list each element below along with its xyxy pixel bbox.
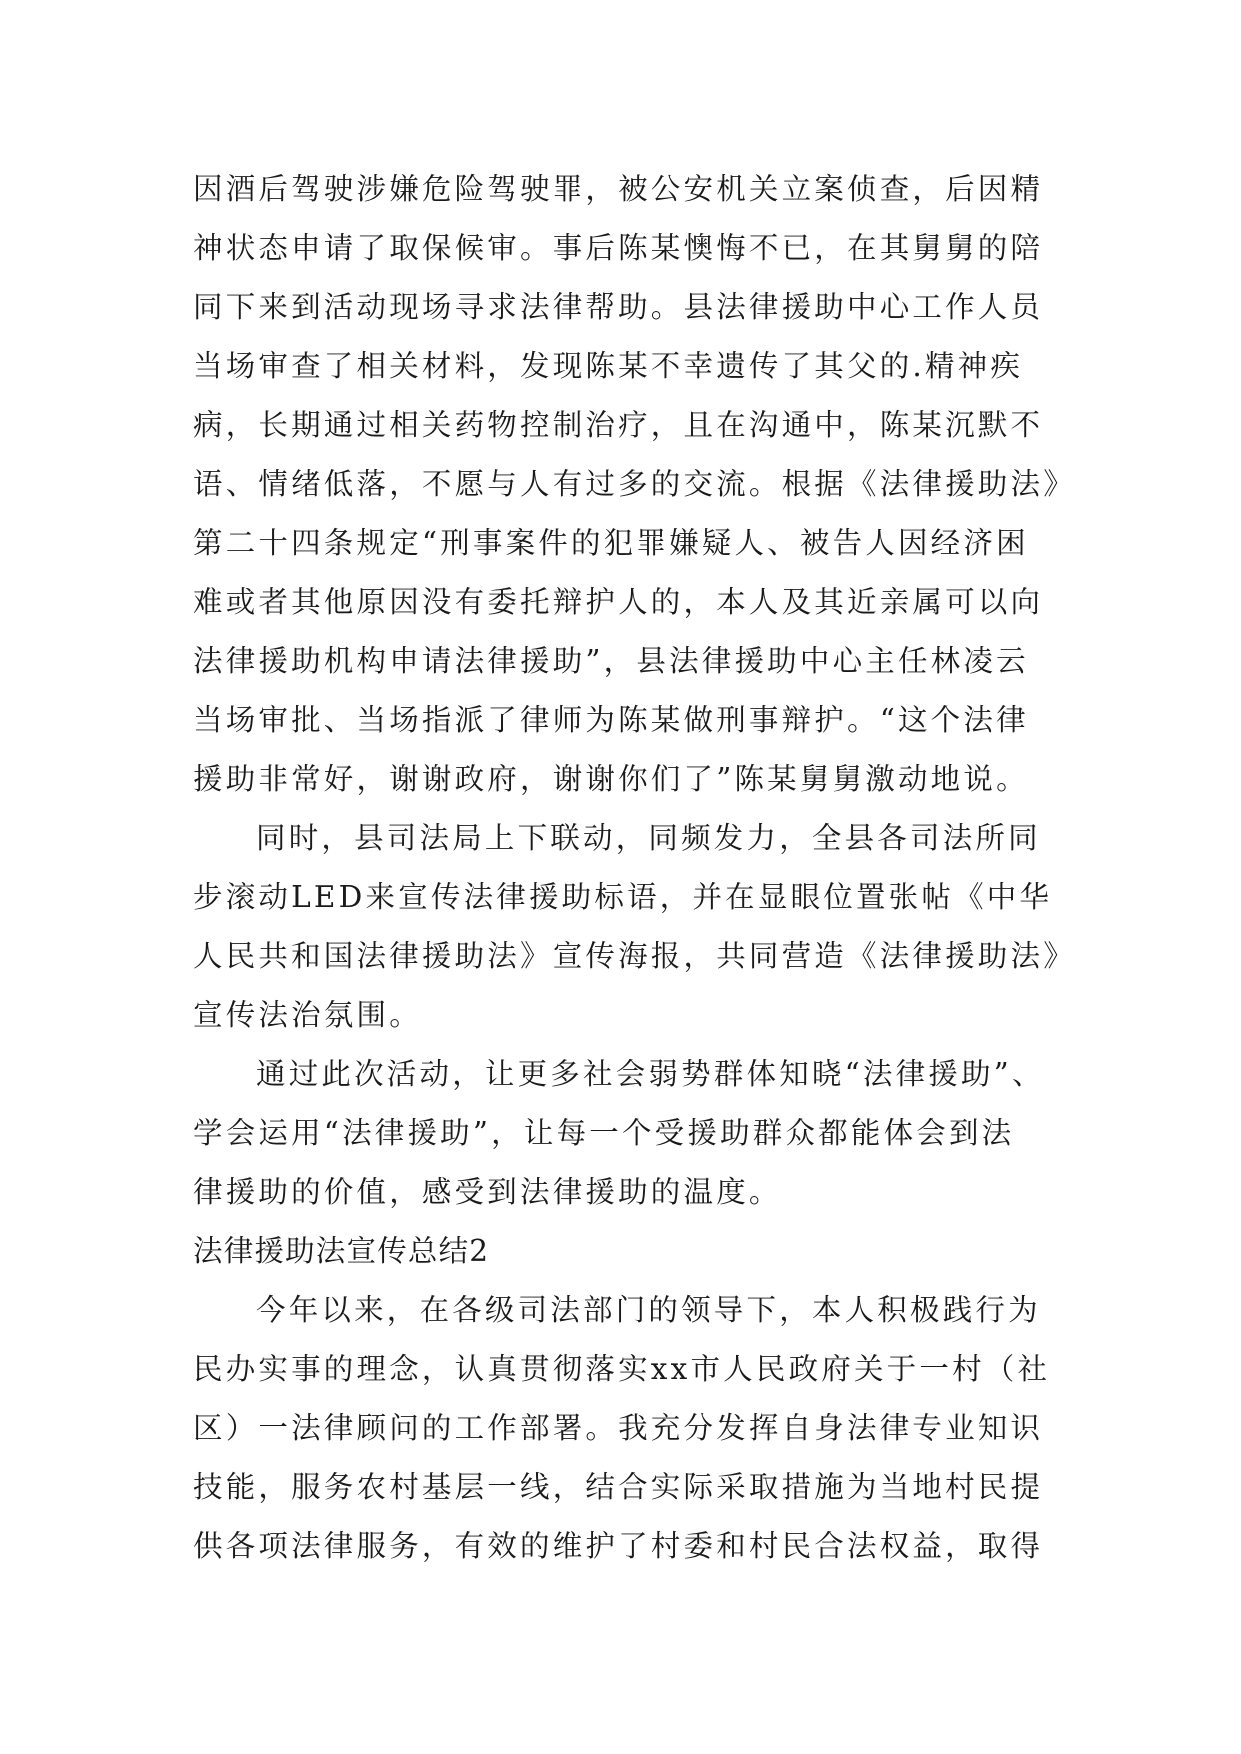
text-line: 难或者其他原因没有委托辩护人的，本人及其近亲属可以向 [193,585,1044,619]
text-line: 语、情绪低落，不愿与人有过多的交流。根据《法律援助法》 [193,467,1076,501]
document-body [193,160,1076,1576]
text-line: 同下来到活动现场寻求法律帮助。县法律援助中心工作人员 [193,290,1044,324]
text-line: 今年以来，在各级司法部门的领导下，本人积极践行为 [256,1293,1041,1327]
text-line: 因酒后驾驶涉嫌危险驾驶罪，被公安机关立案侦查，后因精 [193,172,1044,206]
text-line: 病，长期通过相关药物控制治疗，且在沟通中，陈某沉默不 [193,408,1044,442]
paragraph [193,160,1076,809]
section-heading: 法律援助法宣传总结2 [193,1234,490,1268]
paragraph [193,1281,1053,1576]
text-line: 当场审批、当场指派了律师为陈某做刑事辩护。“这个法律 [193,703,1029,737]
text-line: 同时，县司法局上下联动，同频发力，全县各司法所同 [256,821,1041,855]
text-line: 通过此次活动，让更多社会弱势群体知晓“法律援助”、 [256,1057,1045,1091]
paragraph [193,1045,1053,1222]
text-line: 学会运用“法律援助”，让每一个受援助群众都能体会到法 [193,1116,1015,1150]
text-line: 当场审查了相关材料，发现陈某不幸遗传了其父的.精神疾 [193,349,1024,383]
text-line: 步滚动LED来宣传法律援助标语，并在显眼位置张帖《中华 [193,880,1053,914]
text-line: 援助非常好，谢谢政府，谢谢你们了”陈某舅舅激动地说。 [193,762,1029,796]
text-line: 供各项法律服务，有效的维护了村委和村民合法权益，取得 [193,1529,1044,1563]
paragraph [193,809,1076,1045]
text-line: 律援助的价值，感受到法律援助的温度。 [193,1175,782,1209]
text-line: 宣传法治氛围。 [193,998,422,1032]
text-line: 民办实事的理念，认真贯彻落实xx市人民政府关于一村（社 [193,1352,1051,1386]
text-line: 区）一法律顾问的工作部署。我充分发挥自身法律专业知识 [193,1411,1044,1445]
text-line: 神状态申请了取保候审。事后陈某懊悔不已，在其舅舅的陪 [193,231,1044,265]
text-line: 技能，服务农村基层一线，结合实际采取措施为当地村民提 [193,1470,1044,1504]
text-line: 第二十四条规定“刑事案件的犯罪嫌疑人、被告人因经济困 [193,526,1029,560]
text-line: 法律援助机构申请法律援助”，县法律援助中心主任林凌云 [193,644,1029,678]
text-line: 人民共和国法律援助法》宣传海报，共同营造《法律援助法》 [193,939,1076,973]
